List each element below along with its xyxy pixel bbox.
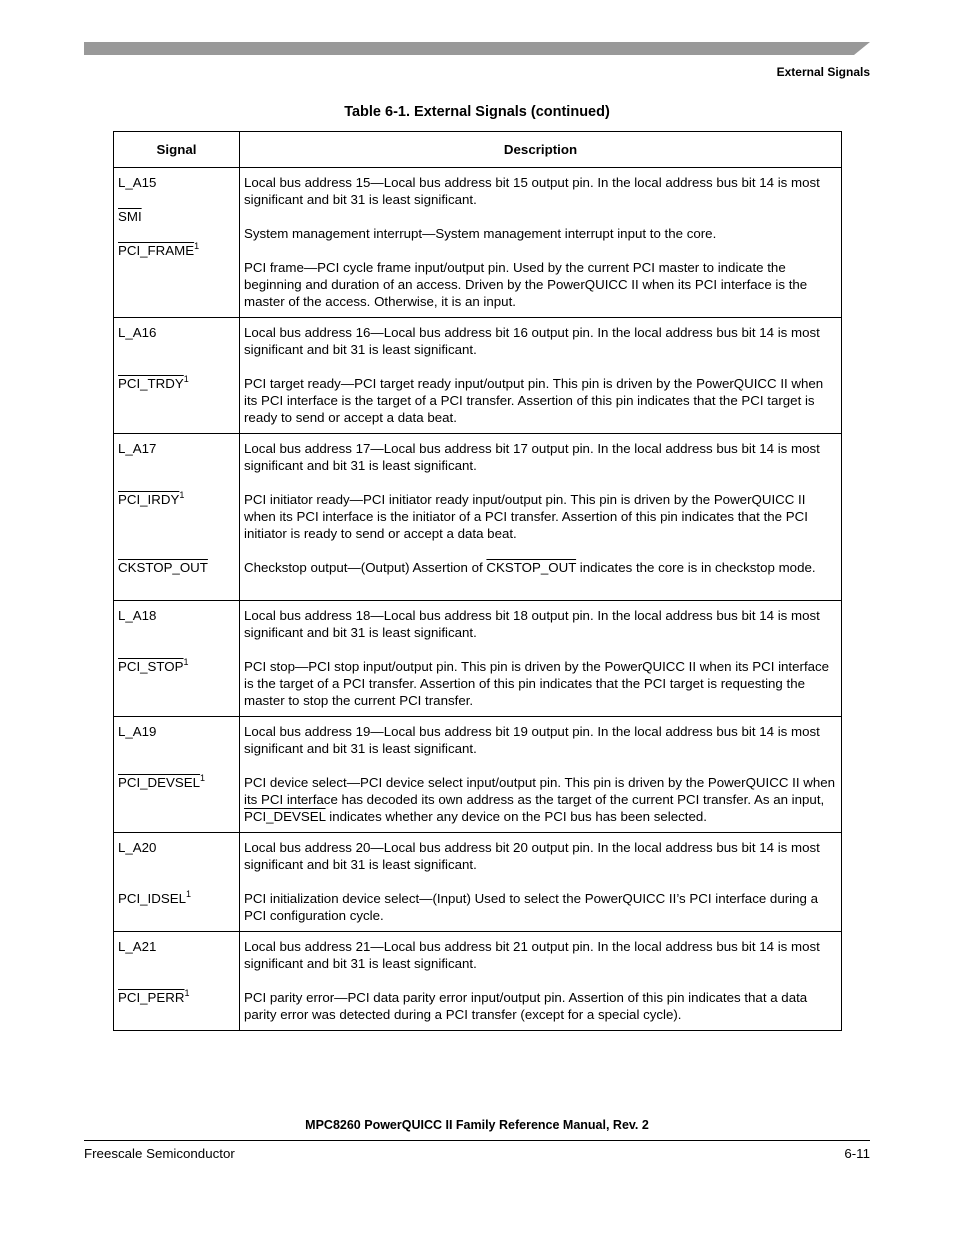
footnote-marker: 1 [179, 489, 185, 500]
footnote-marker: 1 [183, 656, 189, 667]
column-header-signal: Signal [114, 132, 240, 168]
signal-name: $\overline{SMI}$ [118, 209, 142, 224]
table-row [114, 932, 842, 1031]
signal-name: L_A15 [118, 175, 157, 190]
footnote-marker: 1 [184, 987, 190, 998]
signal-description: Local bus address 18—Local bus address bit 18 output pin. In the local address bus bit 14 is most significant and bit 31 is least significant. [244, 608, 820, 640]
table-row [114, 833, 842, 932]
signal-description: PCI initiator ready—PCI initiator ready input/output pin. This pin is driven by the PowerQUICC II when its PCI interface is the initiator of a PCI transfer. Assertion of this pin indicates that the PCI initiator is ready to send or accept a data beat. [244, 492, 808, 541]
signal-name: L_A20 [118, 840, 157, 855]
description-cell [240, 601, 842, 717]
table-caption: Table 6-1. External Signals (continued) [344, 104, 610, 120]
table-row [114, 717, 842, 833]
footer-manual-title: MPC8260 PowerQUICC II Family Reference Manual, Rev. 2 [305, 1118, 649, 1132]
signal-name: L_A16 [118, 325, 157, 340]
table-row [114, 168, 842, 318]
signal-cell [114, 932, 240, 1031]
footnote-marker: 1 [183, 373, 189, 384]
footnote-marker: 1 [186, 888, 192, 899]
signal-cell [114, 717, 240, 833]
footnote-marker: 1 [194, 240, 200, 251]
table-header-row [114, 132, 842, 168]
signal-name: CKSTOP_OUT [118, 560, 208, 575]
table-row [114, 601, 842, 717]
signal-description: PCI initialization device select—(Input) Used to select the PowerQUICC II’s PCI interface during a PCI configuration cycle. [244, 891, 818, 923]
signal-name: PCI_DEVSEL$^1$ [118, 772, 206, 790]
footer-company: Freescale Semiconductor [84, 1146, 235, 1161]
signal-cell [114, 318, 240, 434]
signal-name: PCI_IDSEL$^1$ [118, 888, 192, 906]
description-cell [240, 833, 842, 932]
table-row [114, 434, 842, 601]
signal-description: PCI frame—PCI cycle frame input/output pin. Used by the current PCI master to indicate the beginning and duration of an access. Driven by the PowerQUICC II when its PCI interface is the master of the access. Otherwise, it is an input. [244, 260, 808, 309]
signal-description: Local bus address 17—Local bus address bit 17 output pin. In the local address bus bit 14 is most significant and bit 31 is least significant. [244, 441, 820, 473]
signal-name: PCI_PERR$^1$ [118, 987, 190, 1005]
signal-description: Local bus address 19—Local bus address bit 19 output pin. In the local address bus bit 14 is most significant and bit 31 is least significant. [244, 724, 820, 756]
signal-cell [114, 833, 240, 932]
column-header-description: Description [240, 132, 842, 168]
signal-description: Local bus address 15—Local bus address bit 15 output pin. In the local address bus bit 14 is most significant and bit 31 is least significant. [244, 175, 820, 207]
signal-cell [114, 168, 240, 318]
signal-description: Checkstop output—(Output) Assertion of CKSTOP_OUT indicates the core is in checkstop mode. [244, 560, 816, 575]
signal-name: PCI_STOP$^1$ [118, 656, 189, 674]
description-cell [240, 717, 842, 833]
description-cell [240, 318, 842, 434]
description-cell [240, 168, 842, 318]
signal-description: PCI stop—PCI stop input/output pin. This pin is driven by the PowerQUICC II when its PCI interface is the target of a PCI transfer. Assertion of this pin indicates that the PCI target is requesting the master to stop the current PCI transfer. [244, 659, 830, 708]
description-cell [240, 932, 842, 1031]
header-bar-shape [84, 42, 870, 55]
signal-description: System management interrupt—System management interrupt input to the core. [244, 226, 717, 241]
signal-description: PCI target ready—PCI target ready input/output pin. This pin is driven by the PowerQUICC II when its PCI interface is the target of a PCI transfer. Assertion of this pin indicates that the PCI target is ready to send or accept a data beat. [244, 376, 824, 425]
signal-name: PCI_FRAME$^1$ [118, 240, 200, 258]
header-bar [84, 42, 870, 55]
footer-divider [84, 1140, 870, 1141]
signal-description: PCI parity error—PCI data parity error input/output pin. Assertion of this pin indicates that a data parity error was detected during a PCI transfer (except for a special cycle). [244, 990, 808, 1022]
signals-table [113, 131, 842, 1031]
signal-description: Local bus address 16—Local bus address bit 16 output pin. In the local address bus bit 14 is most significant and bit 31 is least significant. [244, 325, 820, 357]
signal-cell [114, 601, 240, 717]
header-bar-graphic [84, 42, 870, 55]
table-row [114, 318, 842, 434]
signal-description: Local bus address 21—Local bus address bit 21 output pin. In the local address bus bit 14 is most significant and bit 31 is least significant. [244, 939, 820, 971]
signal-name: L_A21 [118, 939, 157, 954]
signal-name: L_A18 [118, 608, 157, 623]
signal-name: PCI_TRDY$^1$ [118, 373, 189, 391]
footnote-marker: 1 [200, 772, 206, 783]
signal-description: PCI device select—PCI device select input/output pin. This pin is driven by the PowerQUICC II when its PCI interface has decoded its own address as the target of the current PCI transfer. As an input, PCI_DEVSEL indicates whether any device on the PCI bus has been selected. [244, 775, 836, 824]
section-title: External Signals [776, 65, 870, 79]
signal-name: L_A17 [118, 441, 157, 456]
signal-name: L_A19 [118, 724, 157, 739]
page-number: 6-11 [844, 1146, 870, 1161]
signal-description: Local bus address 20—Local bus address bit 20 output pin. In the local address bus bit 14 is most significant and bit 31 is least significant. [244, 840, 820, 872]
description-cell [240, 434, 842, 601]
signal-name: PCI_IRDY$^1$ [118, 489, 185, 507]
signal-cell [114, 434, 240, 601]
